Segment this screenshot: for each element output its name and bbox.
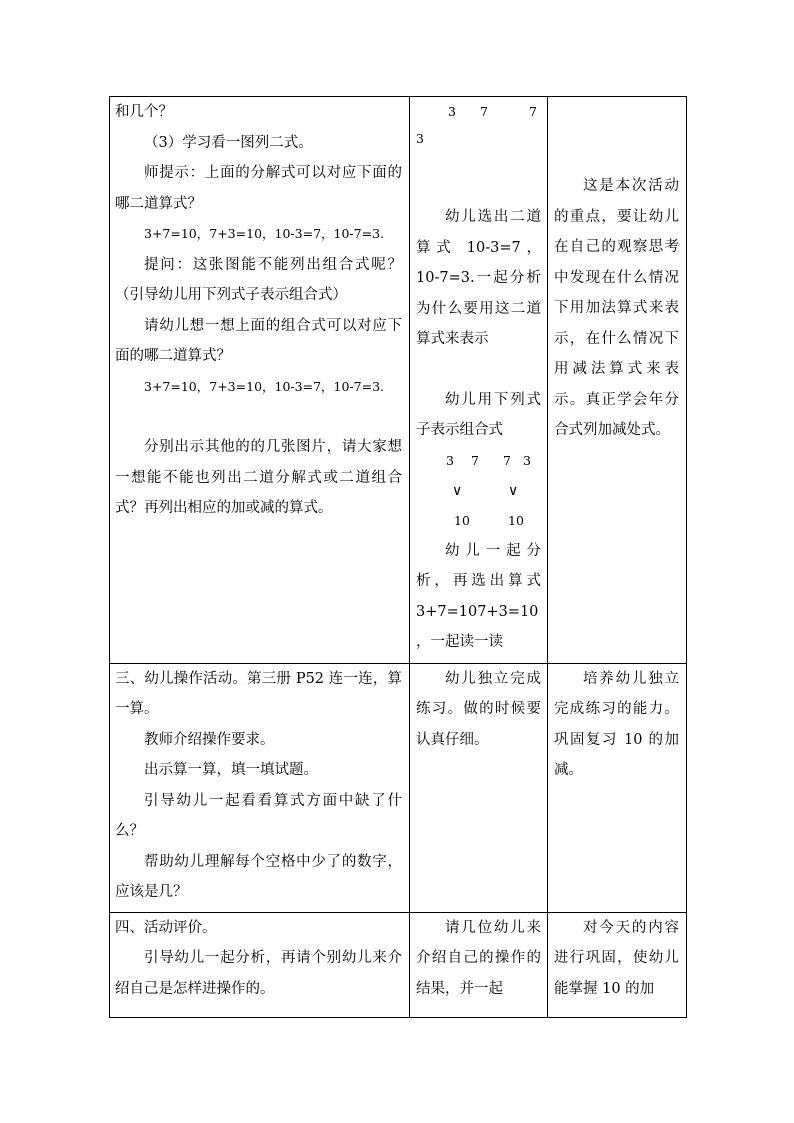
process-text: 师提示：上面的分解式可以对应下面的哪二道算式？	[115, 165, 402, 212]
design-intent-cell	[548, 663, 687, 912]
merge-symbol: ∨	[452, 482, 463, 499]
child-activity-cell	[410, 912, 548, 1017]
child-text: 幼儿独立完成练习。做的时候要认真仔细。	[416, 670, 541, 748]
process-text: 帮助幼儿理解每个空格中少了的数字，应该是几？	[115, 853, 402, 901]
table-row	[110, 912, 687, 1017]
child-activity-cell	[410, 663, 548, 912]
combination-diagram: 3 7 7 3 ∨ ∨ 10 10	[446, 452, 531, 528]
process-text: 出示算一算，填一填试题。	[144, 762, 318, 779]
process-text: 分别出示其他的的几张图片，请大家想一想能不能也列出二道分解式或二道组合式？再列出相应的加或减的算式。	[115, 439, 402, 516]
child-text: 幼儿选出二道算式 10-3=7，10-7=3.一起分析为什么要用这二道算式来表示	[416, 209, 541, 347]
intent-text: 这是本次活动的重点，要让幼儿在自己的观察思考中发现在什么情况下用加法算式来表示，在什么情况下用减法算式来表示。真正学会年分合式列加减处式。	[554, 178, 679, 438]
process-text: （3）学习看一图列二式。	[144, 134, 313, 151]
equation-list: 3+7=10，7+3=10，10-3=7，10-7=3.	[144, 378, 385, 394]
process-text: 请幼儿想一想上面的组合式可以对应下面的哪二道算式？	[115, 317, 402, 364]
child-text: 请几位幼儿来介绍自己的操作的结果，并一起	[416, 919, 541, 997]
design-intent-cell	[548, 912, 687, 1017]
process-text: 引导幼儿一起看看算式方面中缺了什么？	[115, 792, 402, 840]
process-cell	[110, 97, 410, 664]
process-text: 和几个？	[115, 104, 173, 120]
child-text: 幼儿一起分析，再选出算式 3+7=107+3=10 ，一起读一读	[416, 542, 541, 650]
decomposition-numbers: 3 7 7 3	[416, 104, 537, 146]
design-intent-cell	[548, 97, 687, 664]
lesson-plan-table	[109, 96, 687, 1018]
process-text: 教师介绍操作要求。	[144, 731, 275, 748]
intent-text: 培养幼儿独立完成练习的能力。巩固复习 10 的加减。	[554, 670, 679, 779]
equation-list: 3+7=10，7+3=10，10-3=7，10-7=3.	[144, 226, 385, 241]
child-activity-cell	[410, 97, 548, 664]
section-heading: 四、活动评价。	[115, 919, 217, 936]
table-row	[110, 97, 687, 664]
intent-text: 对今天的内容进行巩固，使幼儿能掌握 10 的加	[554, 919, 679, 997]
section-heading: 三、幼儿操作活动。第三册 P52 连一连，算一算。	[115, 670, 402, 718]
process-cell	[110, 663, 410, 912]
child-text: 幼儿用下列式子表示组合式	[416, 391, 541, 438]
process-text: 提问：这张图能不能列出组合式呢？（引导幼儿用下列式子表示组合式）	[115, 256, 402, 303]
process-cell	[110, 912, 410, 1017]
table-row	[110, 663, 687, 912]
merge-symbol: ∨	[508, 482, 519, 499]
process-text: 引导幼儿一起分析，再请个别幼儿来介绍自己是怎样进操作的。	[115, 950, 402, 997]
